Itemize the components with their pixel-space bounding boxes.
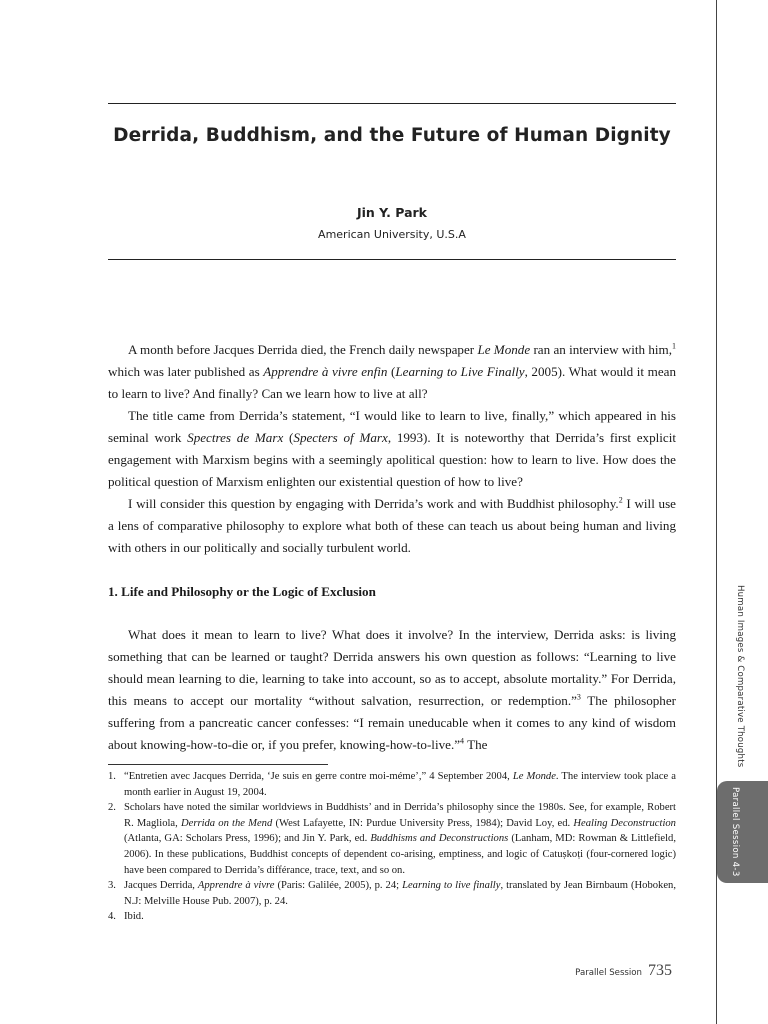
- text-run: Ibid.: [124, 911, 144, 923]
- italic-title: Learning to live finally: [402, 880, 501, 892]
- footnote-2: [108, 800, 676, 878]
- text-run: (: [387, 364, 396, 379]
- text-run: The philosopher suffering from a pancreatic cancer confesses: “I remain uneducable when it comes to any kind of wisdom about knowing-how-to-die or, if you prefer, knowing-how-to-live.”: [108, 693, 677, 752]
- footnote-4: [108, 909, 676, 925]
- italic-title: Specters of Marx: [293, 430, 388, 445]
- footnote-number: 2.: [108, 802, 116, 814]
- text-run: (Lanham, MD: Rowman & Littlefield, 2006). In these publications, Buddhist concepts of dependent co-arising, emptiness, and logic of Catuṣkoṭi (four-cornered logic) have been compared to Derrida’s différance, trace, text, and so on.: [124, 833, 676, 876]
- italic-title: Apprendre à vivre: [197, 880, 275, 892]
- italic-title: Buddhisms and Deconstructions: [370, 833, 509, 845]
- text-run: (West Lafayette, IN: Purdue University Press, 1984); David Loy, ed.: [272, 817, 574, 829]
- italic-title: Derrida on the Mend: [180, 817, 273, 829]
- footnote-number: 3.: [108, 880, 116, 892]
- footnote-number: 4.: [108, 911, 116, 923]
- footnote-3: [108, 878, 676, 909]
- text-run: “Entretien avec Jacques Derrida, ‘Je suis en gerre contre moi-méme’,” 4 September 2004,: [124, 771, 513, 782]
- top-rule: [108, 103, 676, 104]
- article-title: Derrida, Buddhism, and the Future of Human Dignity: [113, 125, 671, 146]
- text-run: I will consider this question by engaging with Derrida’s work and with Buddhist philosophy.: [128, 496, 619, 511]
- text-run: Jacques Derrida,: [124, 880, 198, 892]
- text-run: Scholars have noted the similar worldviews in Buddhists’ and in Derrida’s philosophy since the 1980s. See, for example, Robert R. Magliola,: [124, 802, 676, 829]
- footer-session-label: Parallel Session: [575, 968, 642, 978]
- header-bottom-rule: [108, 259, 676, 260]
- text-run: ran an interview with him,: [530, 342, 672, 357]
- running-section-label: Human Images & Comparative Thoughts: [735, 585, 745, 768]
- text-run: The title came from Derrida’s statement, “I would like to learn to live, finally,” which appeared in his seminal work: [108, 408, 676, 445]
- text-run: which was later published as: [108, 364, 264, 379]
- footnote-1: [108, 769, 676, 800]
- paragraph-4: [108, 624, 676, 756]
- author-name: Jin Y. Park: [356, 205, 427, 220]
- italic-title: Spectres de Marx: [187, 430, 284, 445]
- footnote-number: 1.: [108, 771, 116, 782]
- intro-section: [108, 339, 676, 559]
- text-run: (Paris: Galilée, 2005), p. 24;: [274, 880, 403, 892]
- italic-title: Le Monde: [477, 342, 531, 357]
- session-tab-label: Parallel Session 4-3: [730, 787, 740, 877]
- text-run: , 2005). What would it mean to learn to live? And finally? Can we learn how to live at all?: [108, 364, 676, 401]
- paragraph-1: [108, 339, 676, 405]
- text-run: , translated by Jean Birnbaum (Hoboken, N.J: Melville House Pub. 2007), p. 24.: [124, 880, 676, 907]
- footnote-ref-3[interactable]: 3: [576, 692, 581, 702]
- italic-title: Learning to Live Finally: [395, 364, 525, 379]
- section-1-body: [108, 624, 676, 756]
- text-run: A month before Jacques Derrida died, the French daily newspaper: [128, 342, 478, 357]
- text-run: (: [283, 430, 294, 445]
- text-run: (Atlanta, GA: Scholars Press, 1996); and Jin Y. Park, ed.: [124, 833, 371, 845]
- author-affiliation: American University, U.S.A: [318, 228, 466, 241]
- footnote-ref-4[interactable]: 4: [460, 736, 465, 746]
- footnotes-list: [108, 769, 676, 925]
- footnote-ref-2[interactable]: 2: [618, 495, 623, 505]
- italic-title: Le Monde: [512, 771, 556, 782]
- italic-title: Healing Deconstruction: [573, 817, 676, 829]
- text-run: . The interview took place a month earlier in August 19, 2004.: [124, 771, 677, 798]
- paragraph-3: [108, 493, 676, 559]
- section-heading: 1. Life and Philosophy or the Logic of Exclusion: [108, 584, 376, 599]
- text-run: , 1993). It is noteworthy that Derrida’s first explicit engagement with Marxism begins with a seemingly apolitical question: how to learn to live. How does the political question of Marxism enlighten our existential question of how to live?: [108, 430, 677, 489]
- text-run: What does it mean to learn to live? What does it involve? In the interview, Derrida asks: is living something that can be learned or taught? Derrida answers his own question as follows: “Learning to live should mean learning to die, learning to take into account, so as to accept, absolute mortality.” For Derrida, this means to accept our mortality “without salvation, resurrection, or redemption.”: [108, 627, 676, 708]
- session-tab: [717, 781, 768, 883]
- footnote-separator: [108, 764, 328, 765]
- italic-title: Apprendre à vivre enfin: [263, 364, 388, 379]
- text-run: The: [464, 737, 488, 752]
- footnote-ref-1[interactable]: 1: [672, 341, 676, 351]
- text-run: I will use a lens of comparative philosophy to explore what both of these can teach us about being human and living with others in our politically and socially turbulent world.: [108, 496, 676, 555]
- paragraph-2: [108, 405, 676, 493]
- page-number: 735: [648, 962, 672, 979]
